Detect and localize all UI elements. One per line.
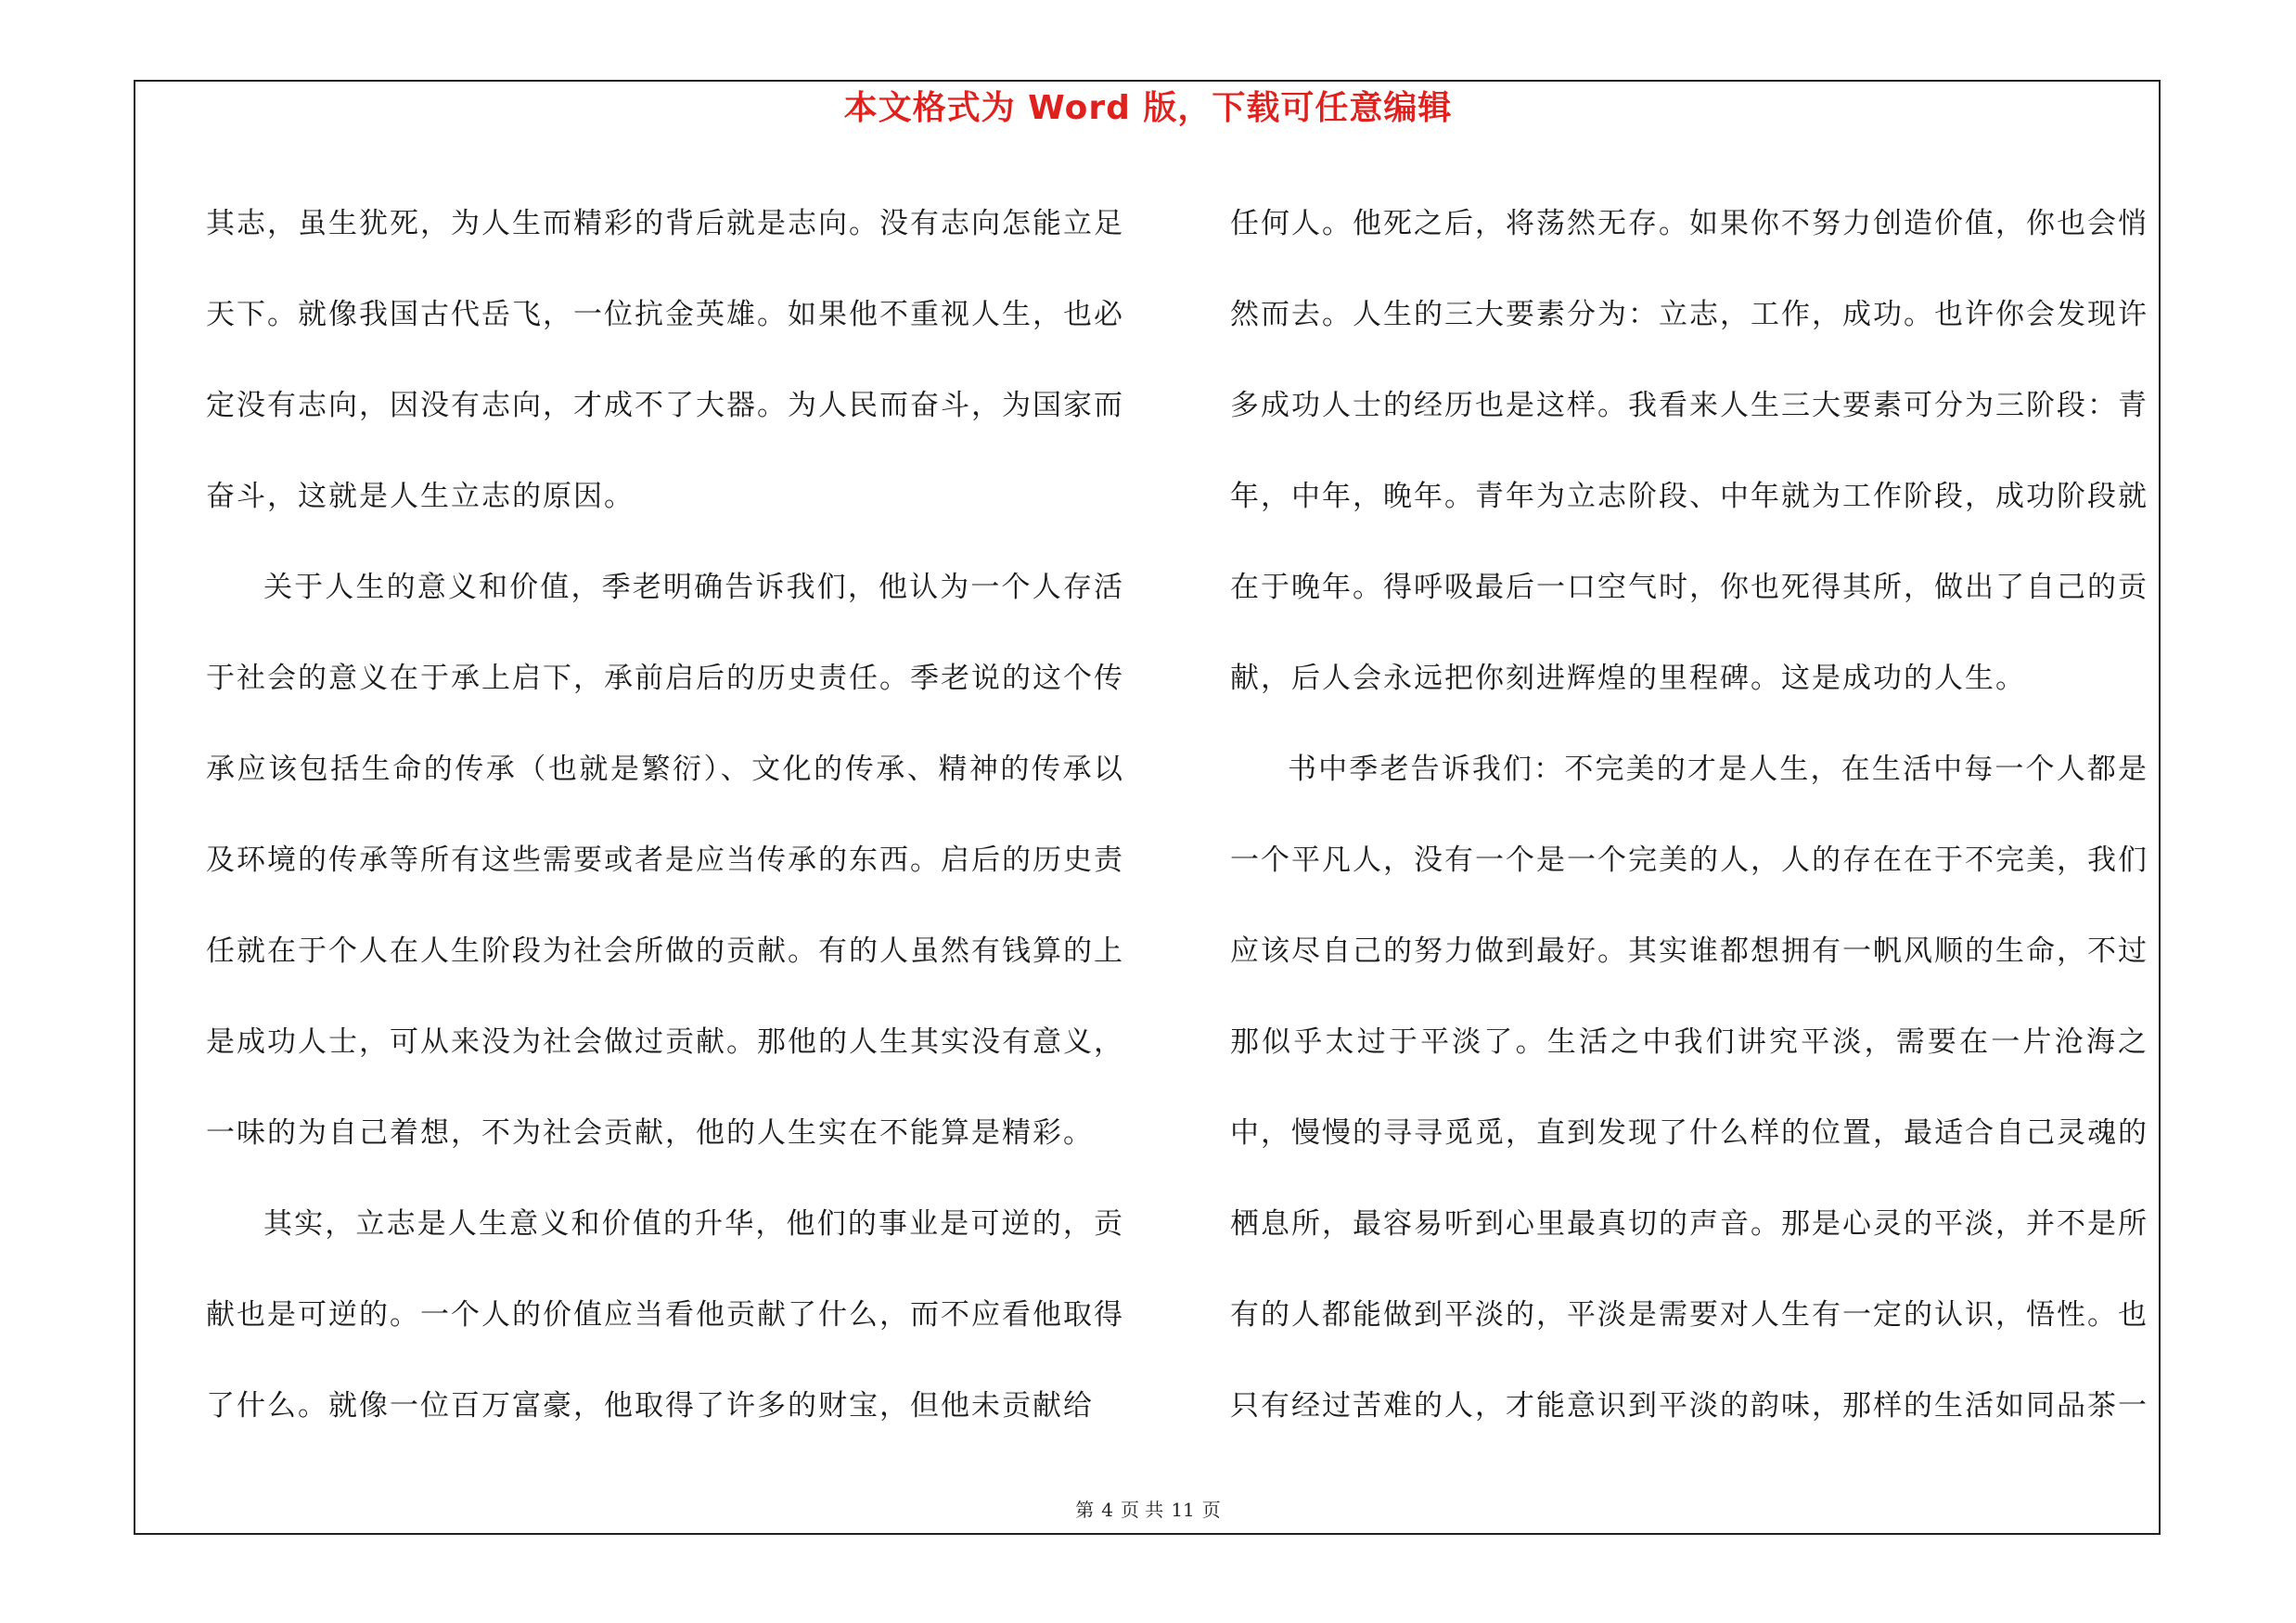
- paragraph-continued: 任何人。他死之后，将荡然无存。如果你不努力创造价值，你也会悄然而去。人生的三大要素分为：立志，工作，成功。也许你会发现许多成功人士的经历也是这样。我看来人生三大要素可分为三阶段：青年，中年，晚年。青年为立志阶段、中年就为工作阶段，成功阶段就在于晚年。得呼吸最后一口空气时，你也死得其所，做出了自己的贡献，后人会永远把你刻进辉煌的里程碑。这是成功的人生。: [1230, 207, 2148, 695]
- total-pages-number: 11: [1171, 1499, 1195, 1521]
- paragraph: 书中季老告诉我们：不完美的才是人生，在生活中每一个人都是一个平凡人，没有一个是一个完美的人，人的存在在于不完美，我们应该尽自己的努力做到最好。其实谁都想拥有一帆风顺的生命，不过那似乎太过于平淡了。生活之中我们讲究平淡，需要在一片沧海之中，慢慢的寻寻觅觅，直到发现了什么样的位置，最适合自己灵魂的栖息所，最容易听到心里最真切的声音。那是心灵的平淡，并不是所有的人都能做到平淡的，平淡是需要对人生有一定的认识，悟性。也只有经过苦难的人，才能意识到平淡的韵味，那样的生活如同品茶一: [1230, 753, 2148, 1423]
- page-number-footer: [0, 1496, 2296, 1524]
- paragraph: 其实，立志是人生意义和价值的升华，他们的事业是可逆的，贡献也是可逆的。一个人的价值应当看他贡献了什么，而不应看他取得了什么。就像一位百万富豪，他取得了许多的财宝，但他未贡献给: [206, 1207, 1124, 1423]
- right-column: [1230, 178, 2148, 1451]
- paragraph: 关于人生的意义和价值，季老明确告诉我们，他认为一个人存活于社会的意义在于承上启下，承前启后的历史责任。季老说的这个传承应该包括生命的传承（也就是繁衍）、文化的传承、精神的传承以及环境的传承等所有这些需要或者是应当传承的东西。启后的历史责任就在于个人在人生阶段为社会所做的贡献。有的人虽然有钱算的上是成功人士，可从来没为社会做过贡献。那他的人生其实没有意义，一味的为自己着想，不为社会贡献，他的人生实在不能算是精彩。: [206, 571, 1124, 1150]
- page-label-prefix: 第: [1075, 1499, 1095, 1521]
- page-label-suffix: 页: [1201, 1499, 1221, 1521]
- format-banner: 本文格式为 Word 版，下载可任意编辑: [843, 89, 1453, 127]
- current-page-number: 4: [1101, 1499, 1113, 1521]
- left-column: [206, 178, 1124, 1451]
- paragraph-continued: 其志，虽生犹死，为人生而精彩的背后就是志向。没有志向怎能立足天下。就像我国古代岳飞，一位抗金英雄。如果他不重视人生，也必定没有志向，因没有志向，才成不了大器。为人民而奋斗，为国家而奋斗，这就是人生立志的原因。: [206, 207, 1124, 513]
- page-label-mid: 页 共: [1120, 1499, 1164, 1521]
